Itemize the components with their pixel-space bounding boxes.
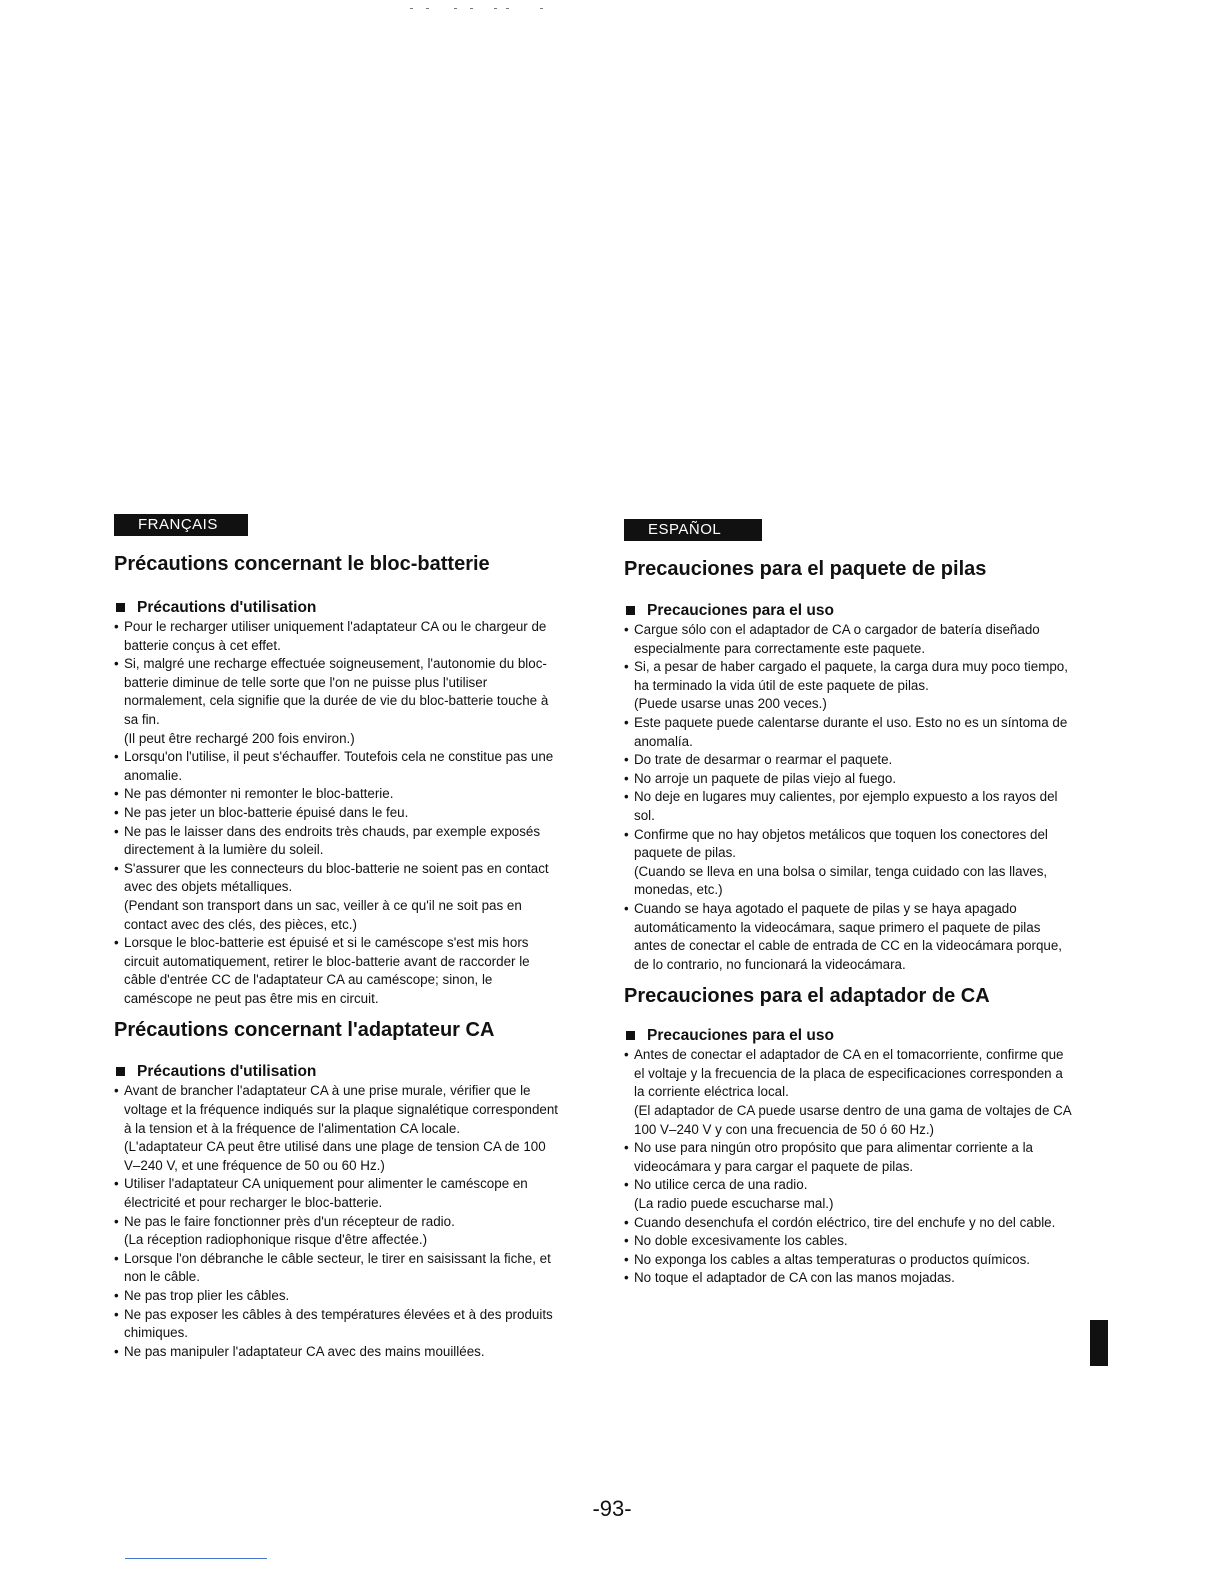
list-item-text: Ne pas manipuler l'adaptateur CA avec des mains mouillées. xyxy=(124,1343,485,1359)
list-item xyxy=(114,1287,564,1306)
list-item-text: Do trate de desarmar o rearmar el paquete. xyxy=(634,752,893,768)
list-item xyxy=(114,804,564,823)
list-item-text: No doble excesivamente los cables. xyxy=(634,1233,848,1249)
list-item xyxy=(624,1269,1074,1288)
usage-precautions-subtitle xyxy=(624,601,1074,621)
list-item xyxy=(624,714,1074,751)
subtitle-text: Précautions d'utilisation xyxy=(137,599,317,616)
list-item xyxy=(114,1082,564,1175)
list-item xyxy=(624,826,1074,900)
list-item xyxy=(114,618,564,655)
list-item xyxy=(624,621,1074,658)
list-item xyxy=(114,1175,564,1212)
list-item-note: (El adaptador de CA puede usarse dentro de una gama de voltajes de CA 100 V–240 V y con una frecuencia de 50 ó 60 Hz.) xyxy=(634,1103,1071,1137)
list-item-text: No deje en lugares muy calientes, por ejemplo expuesto a los rayos del sol. xyxy=(634,789,1058,823)
list-item-text: No utilice cerca de una radio. xyxy=(634,1177,808,1193)
list-item xyxy=(114,823,564,860)
list-item-text: Ne pas le laisser dans des endroits très chauds, par exemple exposés directement à la lumière du soleil. xyxy=(124,823,541,858)
usage-precautions-subtitle xyxy=(114,598,564,618)
list-item xyxy=(624,1214,1074,1233)
page-number: -93- xyxy=(592,1496,632,1521)
list-item-note: (L'adaptateur CA peut être utilisé dans une plage de tension CA de 100 V–240 V, et une fréquence de 50 ou 60 Hz.) xyxy=(124,1139,546,1173)
list-item-text: Si, malgré une recharge effectuée soigneusement, l'autonomie du bloc-batterie diminue de telle sorte que l'on ne puisse plus l'utiliser normalement, cela signifie que la durée de vie du bloc-batterie touche à sa fin. xyxy=(124,656,549,727)
square-bullet-icon xyxy=(116,1067,125,1076)
square-bullet-icon xyxy=(626,606,635,615)
list-item-text: Avant de brancher l'adaptateur CA à une prise murale, vérifier que le voltage et la fréquence indiqués sur la plaque signalétique correspondent à la tension et à la fréquence de l'alimentation CA locale. xyxy=(124,1083,559,1136)
list-item-text: Pour le recharger utiliser uniquement l'adaptateur CA ou le chargeur de batterie conçus à cet effet. xyxy=(124,619,547,653)
list-item-text: Confirme que no hay objetos metálicos que toquen los conectores del paquete de pilas. xyxy=(634,826,1048,861)
list-item-text: No toque el adaptador de CA con las manos mojadas. xyxy=(634,1270,955,1286)
ac-adaptor-precautions-list xyxy=(114,1082,564,1361)
bottom-rule xyxy=(125,1558,267,1559)
list-item xyxy=(624,1251,1074,1270)
list-item xyxy=(114,1343,564,1362)
list-item xyxy=(624,1232,1074,1251)
list-item xyxy=(114,934,564,1008)
ac-adaptor-precautions-list xyxy=(624,1046,1074,1288)
language-tab-espanol: ESPAÑOL xyxy=(624,519,762,541)
list-item-note: (Pendant son transport dans un sac, veiller à ce qu'il ne soit pas en contact avec des clés, des pièces, etc.) xyxy=(124,897,522,932)
list-item-text: Utiliser l'adaptateur CA uniquement pour alimenter le caméscope en électricité et pour recharger le bloc-batterie. xyxy=(124,1176,528,1211)
list-item xyxy=(114,1213,564,1250)
list-item xyxy=(624,1139,1074,1176)
list-item-text: Ne pas le faire fonctionner près d'un récepteur de radio. xyxy=(124,1213,455,1229)
battery-precautions-title: Précautions concernant le bloc-batterie xyxy=(114,553,490,575)
list-item xyxy=(624,788,1074,825)
list-item-text: No exponga los cables a altas temperaturas o productos químicos. xyxy=(634,1251,1030,1267)
ac-adaptor-precautions-title: Précautions concernant l'adaptateur CA xyxy=(114,1019,495,1042)
list-item-text: Si, a pesar de haber cargado el paquete, la carga dura muy poco tiempo, ha terminado la vida útil de este paquete de pilas. xyxy=(634,659,1068,693)
list-item-text: No arroje un paquete de pilas viejo al fuego. xyxy=(634,770,897,786)
list-item-text: Cargue sólo con el adaptador de CA o cargador de batería diseñado especialmente para correctamente este paquete. xyxy=(634,622,1040,656)
ac-adaptor-precautions-title: Precauciones para el adaptador de CA xyxy=(624,985,990,1008)
list-item-text: No use para ningún otro propósito que para alimentar corriente a la videocámara y para cargar el paquete de pilas. xyxy=(634,1140,1033,1174)
battery-precautions-title: Precauciones para el paquete de pilas xyxy=(624,558,987,580)
list-item xyxy=(624,1046,1074,1139)
list-item xyxy=(624,770,1074,789)
list-item xyxy=(624,658,1074,714)
list-item-text: Cuando se haya agotado el paquete de pilas y se haya apagado automáticamento la videocámara, saque primero el paquete de pilas antes de conectar el cable de entrada de CC en la videocámara porque, de lo contrario, no funcionará la videocámara. xyxy=(634,900,1063,972)
french-column xyxy=(114,514,564,1361)
list-item-text: Ne pas trop plier les câbles. xyxy=(124,1288,290,1303)
list-item xyxy=(114,1250,564,1287)
list-item-note: (Cuando se lleva en una bolsa o similar, tenga cuidado con las llaves, monedas, etc.) xyxy=(634,863,1048,898)
scan-specks xyxy=(410,8,550,14)
list-item xyxy=(114,1306,564,1343)
list-item xyxy=(114,860,564,934)
list-item-note: (Il peut être rechargé 200 fois environ.) xyxy=(124,730,355,746)
square-bullet-icon xyxy=(116,603,125,612)
list-item-text: Lorsqu'on l'utilise, il peut s'échauffer. Toutefois cela ne constitue pas une anomalie. xyxy=(124,749,554,783)
list-item xyxy=(114,748,564,785)
list-item-note: (La radio puede escucharse mal.) xyxy=(634,1196,834,1212)
list-item-text: Lorsque l'on débranche le câble secteur, le tirer en saisissant la fiche, et non le câble. xyxy=(124,1250,551,1285)
subtitle-text: Precauciones para el uso xyxy=(647,602,834,619)
language-tab-francais: FRANÇAIS xyxy=(114,514,248,536)
list-item xyxy=(624,900,1074,974)
usage-precautions-subtitle xyxy=(114,1062,564,1082)
page-edge-marker xyxy=(1090,1320,1108,1366)
battery-precautions-list xyxy=(114,618,564,1008)
list-item-note: (La réception radiophonique risque d'être affectée.) xyxy=(124,1232,428,1248)
list-item xyxy=(624,1176,1074,1213)
list-item-note: (Puede usarse unas 200 veces.) xyxy=(634,696,827,712)
list-item-text: S'assurer que les connecteurs du bloc-batterie ne soient pas en contact avec des objets métalliques. xyxy=(124,860,549,895)
list-item-text: Ne pas exposer les câbles à des températures élevées et à des produits chimiques. xyxy=(124,1306,553,1341)
list-item-text: Ne pas démonter ni remonter le bloc-batterie. xyxy=(124,786,394,802)
battery-precautions-list xyxy=(624,621,1074,974)
list-item-text: Este paquete puede calentarse durante el uso. Esto no es un síntoma de anomalía. xyxy=(634,714,1068,749)
list-item-text: Antes de conectar el adaptador de CA en el tomacorriente, confirme que el voltaje y la frecuencia de la placa de especificaciones corresponden a la corriente eléctrica local. xyxy=(634,1047,1064,1100)
usage-precautions-subtitle xyxy=(624,1026,1074,1046)
subtitle-text: Précautions d'utilisation xyxy=(137,1063,317,1081)
spanish-column xyxy=(624,519,1074,1288)
list-item xyxy=(624,751,1074,770)
list-item-text: Lorsque le bloc-batterie est épuisé et si le caméscope s'est mis hors circuit automatiquement, retirer le bloc-batterie avant de raccorder le câble d'entrée CC de l'adaptateur CA au caméscope; sinon, le caméscope ne peut pas être mis en circuit. xyxy=(124,935,530,1006)
list-item-text: Ne pas jeter un bloc-batterie épuisé dans le feu. xyxy=(124,804,409,820)
list-item-text: Cuando desenchufa el cordón eléctrico, tire del enchufe y no del cable. xyxy=(634,1214,1056,1230)
subtitle-text: Precauciones para el uso xyxy=(647,1027,834,1045)
list-item xyxy=(114,785,564,804)
list-item xyxy=(114,655,564,748)
square-bullet-icon xyxy=(626,1031,635,1040)
